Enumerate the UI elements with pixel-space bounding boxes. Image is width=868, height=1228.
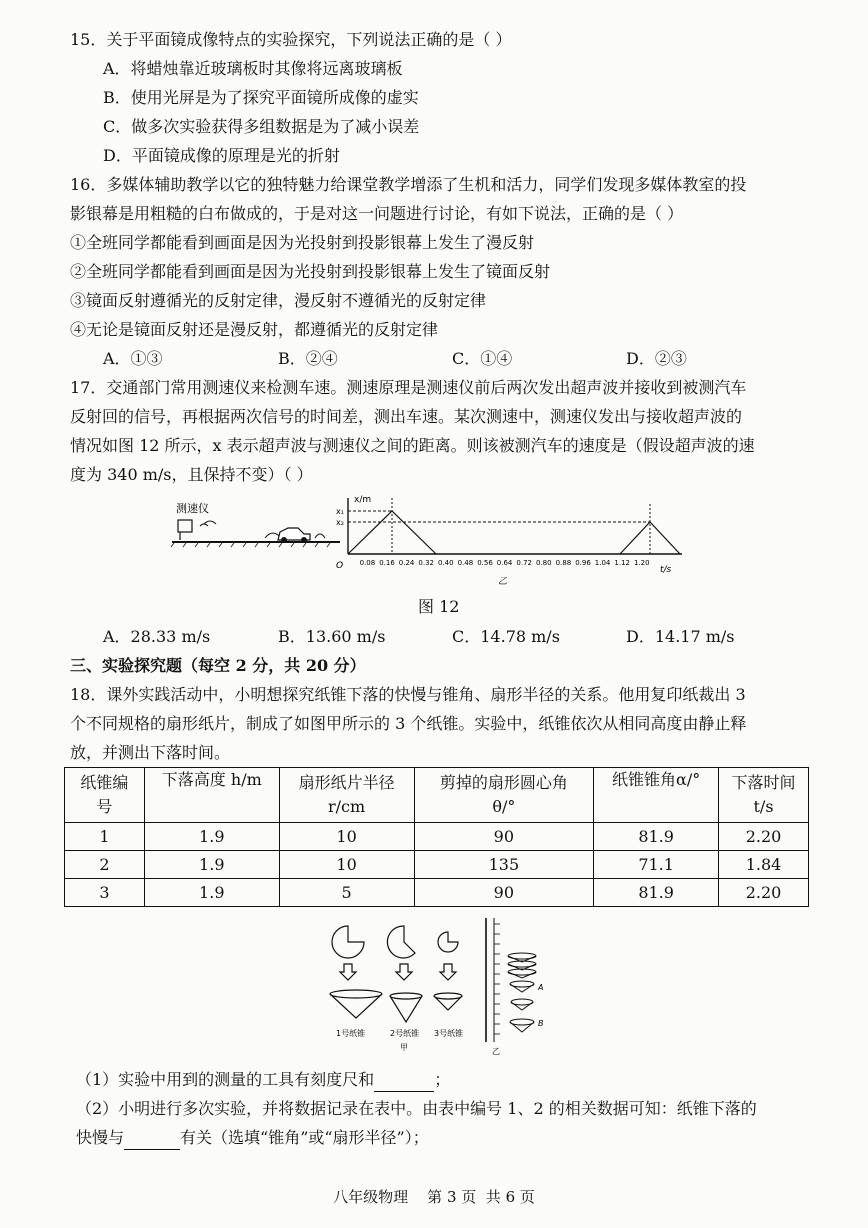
figure-yi-label: 乙 bbox=[492, 1047, 500, 1056]
q15-option-a: A．将蜡烛靠近玻璃板时其像将远离玻璃板 bbox=[103, 59, 403, 78]
cone-1-label: 1号纸锥 bbox=[336, 1029, 366, 1038]
t-tick-label: 0.40 bbox=[438, 559, 454, 567]
q17-line-1: 17．交通部门常用测速仪来检测车速。测速原理是测速仪前后两次发出超声波并接收到被测汽车 bbox=[70, 378, 747, 397]
table-row bbox=[65, 823, 809, 851]
table-cell: 2.20 bbox=[719, 879, 809, 907]
q15-option-b: B．使用光屏是为了探究平面镜所成像的虚实 bbox=[103, 88, 419, 107]
car-icon bbox=[278, 528, 310, 543]
table-cell: 81.9 bbox=[594, 879, 719, 907]
sector-disc-3 bbox=[438, 932, 458, 952]
table-cell: 1.9 bbox=[144, 879, 279, 907]
cone-3 bbox=[434, 993, 462, 999]
down-arrow-icon bbox=[340, 964, 356, 980]
cone-2-label: 2号纸锥 bbox=[390, 1029, 420, 1038]
y-axis-label: x/m bbox=[354, 495, 372, 505]
q17-line-2: 反射回的信号，再根据两次信号的时间差，测出车速。某次测速中，测速仪发出与接收超声波的 bbox=[70, 407, 743, 426]
table-header-row bbox=[65, 768, 809, 823]
ruler bbox=[486, 918, 500, 1042]
figure-12-caption: 图 12 bbox=[418, 597, 460, 616]
q18-line-1: 18．课外实践活动中，小明想探究纸锥下落的快慢与锥角、扇形半径的关系。他用复印纸裁出 3 bbox=[70, 685, 746, 704]
table-cell: 135 bbox=[414, 851, 594, 879]
q16-stem-line2: 影银幕是用粗糙的白布做成的，于是对这一问题进行讨论，有如下说法，正确的是（ ） bbox=[70, 204, 684, 223]
table-cell: 1.84 bbox=[719, 851, 809, 879]
table-cell: 1.9 bbox=[144, 851, 279, 879]
q18-data-table bbox=[64, 767, 809, 907]
table-row bbox=[65, 851, 809, 879]
t-tick-label: 1.20 bbox=[634, 559, 650, 567]
q16-stem-line1: 16．多媒体辅助教学以它的独特魅力给课堂教学增添了生机和活力，同学们发现多媒体教室的投 bbox=[70, 175, 747, 194]
table-cell: 5 bbox=[279, 879, 414, 907]
speed-meter-scene bbox=[171, 501, 340, 547]
q17-line-3: 情况如图 12 所示，x 表示超声波与测速仪之间的距离。则该被测汽车的速度是（假设超声波的速 bbox=[70, 436, 755, 455]
device-label: 测速仪 bbox=[176, 502, 209, 515]
table-header-cell: 扇形纸片半径 r/cm bbox=[279, 768, 414, 823]
figure-sublabel: 乙 bbox=[498, 577, 508, 587]
t-tick-label: 0.96 bbox=[575, 559, 591, 567]
section-3-title: 三、实验探究题（每空 2 分，共 20 分） bbox=[70, 656, 366, 675]
table-cell: 1 bbox=[65, 823, 145, 851]
q18-sub2-line2: 快慢与 有关（选填“锥角”或“扇形半径”）； bbox=[76, 1127, 429, 1150]
table-header-cell: 纸锥编 号 bbox=[65, 768, 145, 823]
table-header-cell: 纸锥锥角α/° bbox=[594, 768, 719, 823]
cone-1 bbox=[330, 990, 382, 998]
t-tick-label: 0.08 bbox=[359, 559, 376, 567]
q17-option-c: C．14.78 m/s bbox=[452, 627, 560, 646]
t-tick-label: 0.48 bbox=[457, 559, 474, 567]
cone-3-label: 3号纸锥 bbox=[434, 1029, 464, 1038]
table-cell: 10 bbox=[279, 823, 414, 851]
paper-cone-figure bbox=[318, 914, 558, 1064]
q18-sub1: （1）实验中用到的测量的工具有刻度尺和 ； bbox=[76, 1069, 450, 1092]
cone-2 bbox=[390, 993, 422, 999]
q16-option-c: C．①④ bbox=[452, 349, 513, 368]
q15-stem: 15．关于平面镜成像特点的实验探究，下列说法正确的是（ ） bbox=[70, 30, 512, 49]
answer-blank-2[interactable] bbox=[124, 1127, 180, 1150]
t-tick-label: 1.12 bbox=[614, 559, 630, 567]
q18-line-3: 放，并测出下落时间。 bbox=[70, 743, 231, 762]
table-cell: 10 bbox=[279, 851, 414, 879]
q15-option-c: C．做多次实验获得多组数据是为了减小误差 bbox=[103, 117, 420, 136]
marker-a: A bbox=[538, 983, 544, 992]
t-tick-label: 0.72 bbox=[516, 559, 532, 567]
table-header-cell: 下落时间 t/s bbox=[719, 768, 809, 823]
table-cell: 71.1 bbox=[594, 851, 719, 879]
y-tick-x2: x₂ bbox=[336, 518, 344, 527]
q16-statement-1: ①全班同学都能看到画面是因为光投射到投影银幕上发生了漫反射 bbox=[70, 233, 535, 252]
t-tick-label: 0.32 bbox=[418, 559, 434, 567]
q16-statement-2: ②全班同学都能看到画面是因为光投射到投影银幕上发生了镜面反射 bbox=[70, 262, 551, 281]
down-arrow-icon bbox=[396, 964, 412, 980]
table-header-cell: 下落高度 h/m bbox=[144, 768, 279, 823]
speed-meter-icon bbox=[178, 520, 192, 532]
q16-statement-4: ④无论是镜面反射还是漫反射，都遵循光的反射定律 bbox=[70, 320, 439, 339]
table-row bbox=[65, 879, 809, 907]
q16-option-b: B．②④ bbox=[278, 349, 338, 368]
q16-statement-3: ③镜面反射遵循光的反射定律，漫反射不遵循光的反射定律 bbox=[70, 291, 487, 310]
sector-disc-2 bbox=[387, 926, 415, 958]
q17-option-a: A．28.33 m/s bbox=[103, 627, 211, 646]
q17-line-4: 度为 340 m/s，且保持不变）（ ） bbox=[70, 465, 313, 484]
t-tick-label: 0.56 bbox=[477, 559, 493, 567]
q17-option-d: D．14.17 m/s bbox=[626, 627, 735, 646]
marker-b: B bbox=[538, 1019, 544, 1028]
t-tick-labels bbox=[360, 559, 650, 567]
table-cell: 90 bbox=[414, 879, 594, 907]
falling-cone-sequence bbox=[508, 953, 536, 1032]
page-footer: 八年级物理 第 3 页 共 6 页 bbox=[333, 1188, 535, 1206]
y-tick-x1: x₁ bbox=[336, 507, 344, 516]
figure-12 bbox=[170, 494, 690, 590]
t-tick-label: 0.80 bbox=[536, 559, 552, 567]
q16-option-a: A．①③ bbox=[103, 349, 163, 368]
t-tick-label: 0.64 bbox=[496, 559, 513, 567]
table-cell: 90 bbox=[414, 823, 594, 851]
answer-blank-1[interactable] bbox=[374, 1069, 434, 1092]
q17-option-b: B．13.60 m/s bbox=[278, 627, 386, 646]
table-cell: 2.20 bbox=[719, 823, 809, 851]
table-header-cell: 剪掉的扇形圆心角 θ/° bbox=[414, 768, 594, 823]
q16-option-d: D．②③ bbox=[626, 349, 687, 368]
table-cell: 2 bbox=[65, 851, 145, 879]
t-tick-label: 1.04 bbox=[594, 559, 611, 567]
t-tick-label: 0.24 bbox=[398, 559, 415, 567]
origin-label: O bbox=[336, 561, 344, 571]
q15-option-d: D．平面镜成像的原理是光的折射 bbox=[103, 146, 340, 165]
sector-disc-1 bbox=[332, 926, 364, 958]
figure-jia-label: 甲 bbox=[400, 1043, 408, 1052]
table-cell: 3 bbox=[65, 879, 145, 907]
x-t-graph bbox=[336, 495, 682, 587]
t-tick-label: 0.88 bbox=[555, 559, 572, 567]
x-axis-label: t/s bbox=[660, 565, 672, 575]
q18-sub2-line1: （2）小明进行多次实验，并将数据记录在表中。由表中编号 1、2 的相关数据可知：纸锥下落的 bbox=[76, 1099, 757, 1118]
down-arrow-icon bbox=[440, 964, 456, 980]
t-tick-label: 0.16 bbox=[379, 559, 395, 567]
table-cell: 81.9 bbox=[594, 823, 719, 851]
table-cell: 1.9 bbox=[144, 823, 279, 851]
q18-line-2: 个不同规格的扇形纸片，制成了如图甲所示的 3 个纸锥。实验中，纸锥依次从相同高度由静止释 bbox=[70, 714, 747, 733]
